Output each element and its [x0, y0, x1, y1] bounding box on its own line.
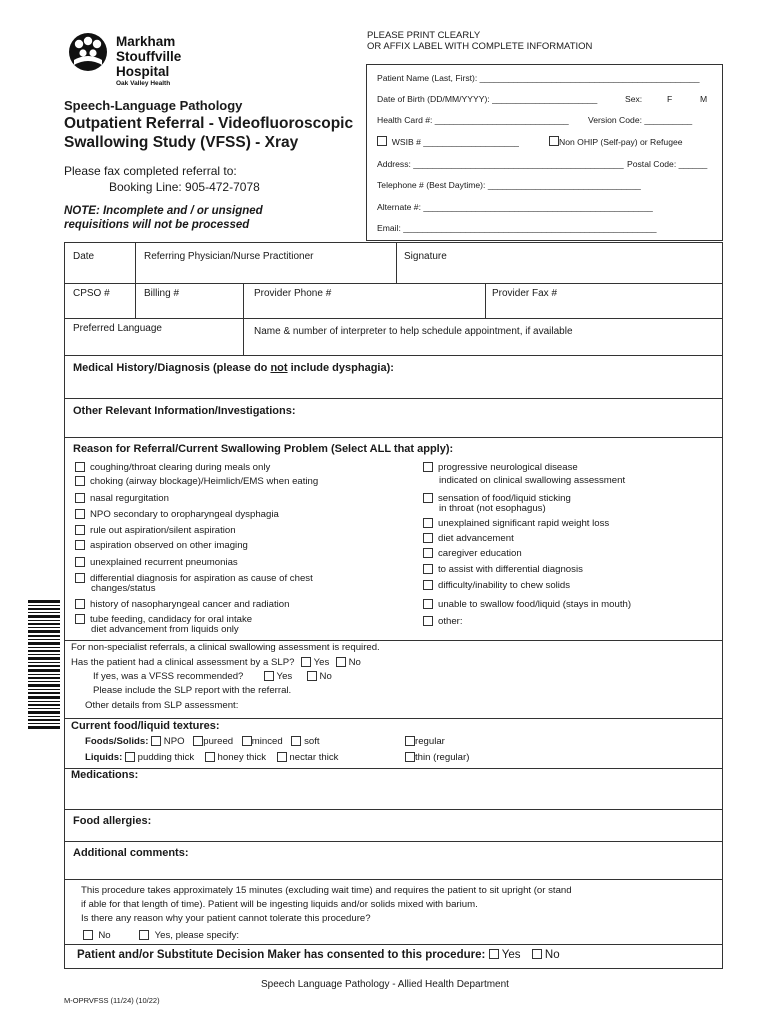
- textures-heading: Current food/liquid textures:: [71, 720, 220, 732]
- reason-option[interactable]: NPO secondary to oropharyngeal dysphagia: [75, 509, 279, 520]
- regular-option[interactable]: regular: [405, 736, 445, 747]
- row-divider: [65, 283, 722, 284]
- reason-option[interactable]: caregiver education: [423, 548, 522, 559]
- patient-name-field[interactable]: Patient Name (Last, First): ______________________________________________: [377, 73, 700, 83]
- reason-option[interactable]: tube feeding, candidacy for oral intake: [75, 614, 252, 625]
- reason-checkbox[interactable]: [75, 540, 85, 550]
- reason-checkbox[interactable]: [423, 599, 433, 609]
- vfss-yes-checkbox[interactable]: [264, 671, 274, 681]
- thin-checkbox[interactable]: [405, 752, 415, 762]
- row-divider: [65, 355, 722, 356]
- hospital-name: Markham Stouffville Hospital: [116, 34, 182, 79]
- slp-report-instruction: Please include the SLP report with the referral.: [93, 685, 292, 696]
- reason-option[interactable]: nasal regurgitation: [75, 493, 169, 504]
- slp-question: Has the patient had a clinical assessment by a SLP? Yes No: [71, 657, 361, 668]
- row-divider: [65, 768, 722, 769]
- non-ohip-checkbox[interactable]: [549, 136, 559, 146]
- form-title: Outpatient Referral - Videofluoroscopic Swallowing Study (VFSS) - Xray: [64, 115, 354, 151]
- date-label: Date: [73, 251, 95, 262]
- reason-checkbox[interactable]: [75, 599, 85, 609]
- consent-no-checkbox[interactable]: [532, 949, 542, 959]
- cpso-label: CPSO #: [73, 288, 110, 299]
- sex-f-option[interactable]: F: [667, 94, 673, 104]
- col-divider: [243, 283, 244, 355]
- reason-option[interactable]: sensation of food/liquid sticking: [423, 493, 571, 504]
- reason-option-continued: diet advancement from liquids only: [91, 624, 239, 635]
- pudding-thick-checkbox[interactable]: [125, 752, 135, 762]
- additional-comments-heading: Additional comments:: [73, 847, 189, 859]
- preferred-language-label: Preferred Language: [73, 323, 162, 334]
- tolerance-yes-checkbox[interactable]: [139, 930, 149, 940]
- address-field[interactable]: Address: ____________________________________________: [377, 159, 624, 169]
- col-divider: [396, 243, 397, 283]
- food-allergies-heading: Food allergies:: [73, 815, 152, 827]
- reason-checkbox[interactable]: [423, 564, 433, 574]
- slp-no-checkbox[interactable]: [336, 657, 346, 667]
- health-card-field[interactable]: Health Card #: ____________________________: [377, 115, 569, 125]
- department-name: Speech-Language Pathology: [64, 98, 243, 113]
- postal-code-field[interactable]: Postal Code: ______: [627, 159, 708, 169]
- col-divider: [135, 243, 136, 318]
- reason-option[interactable]: history of nasopharyngeal cancer and radiation: [75, 599, 289, 610]
- referral-form-table: [64, 242, 723, 969]
- thin-option[interactable]: thin (regular): [405, 752, 469, 763]
- reason-option[interactable]: aspiration observed on other imaging: [75, 540, 248, 551]
- medical-history-heading: Medical History/Diagnosis (please do not include dysphagia):: [73, 362, 394, 374]
- incomplete-note: NOTE: Incomplete and / or unsigned requisitions will not be processed: [64, 205, 263, 231]
- procedure-description: if able for that length of time). Patient will be ingesting liquids and/or solids mixed with barium.: [81, 899, 478, 910]
- reason-checkbox[interactable]: [423, 533, 433, 543]
- tolerance-question: Is there any reason why your patient cannot tolerate this procedure?: [81, 913, 371, 924]
- reason-option[interactable]: rule out aspiration/silent aspiration: [75, 525, 236, 536]
- health-network-name: Oak Valley Health: [116, 80, 171, 87]
- alternate-phone-field[interactable]: Alternate #: ________________________________________________: [377, 202, 653, 212]
- row-divider: [65, 879, 722, 880]
- provider-phone-label: Provider Phone #: [254, 288, 332, 299]
- medications-heading: Medications:: [71, 769, 139, 781]
- reason-checkbox[interactable]: [423, 462, 433, 472]
- reason-option[interactable]: difficulty/inability to chew solids: [423, 580, 570, 591]
- consent-row: Patient and/or Substitute Decision Maker has consented to this procedure: Yes No: [77, 949, 560, 961]
- sex-m-option[interactable]: M: [700, 94, 708, 104]
- solids-row: Foods/Solids: NPO pureed minced soft: [85, 736, 320, 747]
- booking-line: Booking Line: 905-472-7078: [109, 180, 260, 194]
- wsib-checkbox[interactable]: [377, 136, 387, 146]
- reason-checkbox[interactable]: [75, 462, 85, 472]
- interpreter-label: Name & number of interpreter to help schedule appointment, if available: [254, 326, 573, 337]
- reason-option[interactable]: differential diagnosis for aspiration as cause of chest: [75, 573, 313, 584]
- reason-checkbox[interactable]: [423, 548, 433, 558]
- row-divider: [65, 944, 722, 945]
- reason-checkbox[interactable]: [423, 493, 433, 503]
- non-ohip-row: [549, 136, 683, 147]
- fax-instruction: Please fax completed referral to:: [64, 164, 237, 178]
- reason-checkbox[interactable]: [75, 509, 85, 519]
- telephone-field[interactable]: Telephone # (Best Daytime): ________________________________: [377, 180, 641, 190]
- reason-option[interactable]: to assist with differential diagnosis: [423, 564, 583, 575]
- form-code: M-OPRVFSS (11/24) (10/22): [64, 996, 160, 1005]
- reason-checkbox[interactable]: [75, 614, 85, 624]
- print-notice: PLEASE PRINT CLEARLY OR AFFIX LABEL WITH COMPLETE INFORMATION: [367, 30, 593, 52]
- version-code-field[interactable]: Version Code: __________: [588, 115, 693, 125]
- reason-option[interactable]: diet advancement: [423, 533, 514, 544]
- footer-department: Speech Language Pathology - Allied Health Department: [261, 979, 509, 990]
- other-info-heading: Other Relevant Information/Investigations:: [73, 405, 296, 417]
- billing-label: Billing #: [144, 288, 180, 299]
- signature-label: Signature: [404, 251, 447, 262]
- pureed-checkbox[interactable]: [193, 736, 203, 746]
- liquids-row: Liquids: pudding thick honey thick nectar thick: [85, 752, 339, 763]
- vfss-recommended-question: If yes, was a VFSS recommended? Yes No: [93, 671, 332, 682]
- minced-checkbox[interactable]: [242, 736, 252, 746]
- reason-checkbox[interactable]: [75, 476, 85, 486]
- reason-checkbox[interactable]: [423, 518, 433, 528]
- reason-checkbox[interactable]: [75, 493, 85, 503]
- wsib-field[interactable]: WSIB # ____________________: [391, 137, 519, 147]
- sex-label: Sex:: [625, 94, 643, 104]
- reason-option[interactable]: unexplained significant rapid weight loss: [423, 518, 609, 529]
- npo-checkbox[interactable]: [151, 736, 161, 746]
- row-divider: [65, 640, 722, 641]
- nectar-thick-checkbox[interactable]: [277, 752, 287, 762]
- reason-option[interactable]: coughing/throat clearing during meals only: [75, 462, 270, 473]
- patient-info-box: [366, 64, 723, 241]
- reason-option[interactable]: other:: [423, 616, 463, 627]
- reason-option[interactable]: progressive neurological disease: [423, 462, 578, 473]
- tolerance-options: No Yes, please specify:: [83, 930, 239, 941]
- hospital-logo-icon: [66, 32, 110, 72]
- honey-thick-checkbox[interactable]: [205, 752, 215, 762]
- reason-checkbox[interactable]: [423, 616, 433, 626]
- reason-checkbox[interactable]: [75, 573, 85, 583]
- reason-checkbox[interactable]: [423, 580, 433, 590]
- col-divider: [485, 283, 486, 318]
- consent-yes-checkbox[interactable]: [489, 949, 499, 959]
- wsib-row: [377, 136, 519, 147]
- row-divider: [65, 841, 722, 842]
- slp-yes-checkbox[interactable]: [301, 657, 311, 667]
- slp-requirement: For non-specialist referrals, a clinical swallowing assessment is required.: [71, 642, 380, 653]
- reason-option[interactable]: choking (airway blockage)/Heimlich/EMS when eating: [75, 476, 318, 487]
- dob-field[interactable]: Date of Birth (DD/MM/YYYY): ______________________: [377, 94, 598, 104]
- barcode-icon: [28, 600, 60, 730]
- row-divider: [65, 809, 722, 810]
- row-divider: [65, 718, 722, 719]
- tolerance-no-checkbox[interactable]: [83, 930, 93, 940]
- email-field[interactable]: Email: _____________________________________________________: [377, 223, 657, 233]
- reason-option-continued: indicated on clinical swallowing assessment: [439, 475, 626, 486]
- reason-checkbox[interactable]: [75, 525, 85, 535]
- non-ohip-label: Non OHIP (Self-pay) or Refugee: [559, 137, 683, 147]
- soft-checkbox[interactable]: [291, 736, 301, 746]
- row-divider: [65, 437, 722, 438]
- vfss-no-checkbox[interactable]: [307, 671, 317, 681]
- row-divider: [65, 398, 722, 399]
- hospital-logo: [66, 30, 206, 92]
- referring-physician-label: Referring Physician/Nurse Practitioner: [144, 251, 314, 262]
- regular-checkbox[interactable]: [405, 736, 415, 746]
- slp-other-details[interactable]: Other details from SLP assessment:: [85, 700, 239, 711]
- reason-checkbox[interactable]: [75, 557, 85, 567]
- reason-option-continued: in throat (not esophagus): [439, 503, 546, 514]
- row-divider: [65, 318, 722, 319]
- reason-option-continued: changes/status: [91, 583, 156, 594]
- provider-fax-label: Provider Fax #: [492, 288, 558, 299]
- reason-option[interactable]: unable to swallow food/liquid (stays in mouth): [423, 599, 631, 610]
- reason-option[interactable]: unexplained recurrent pneumonias: [75, 557, 238, 568]
- procedure-description: This procedure takes approximately 15 minutes (excluding wait time) and requires the patient to sit upright (or stand: [81, 885, 572, 896]
- reason-heading: Reason for Referral/Current Swallowing Problem (Select ALL that apply):: [73, 443, 454, 455]
